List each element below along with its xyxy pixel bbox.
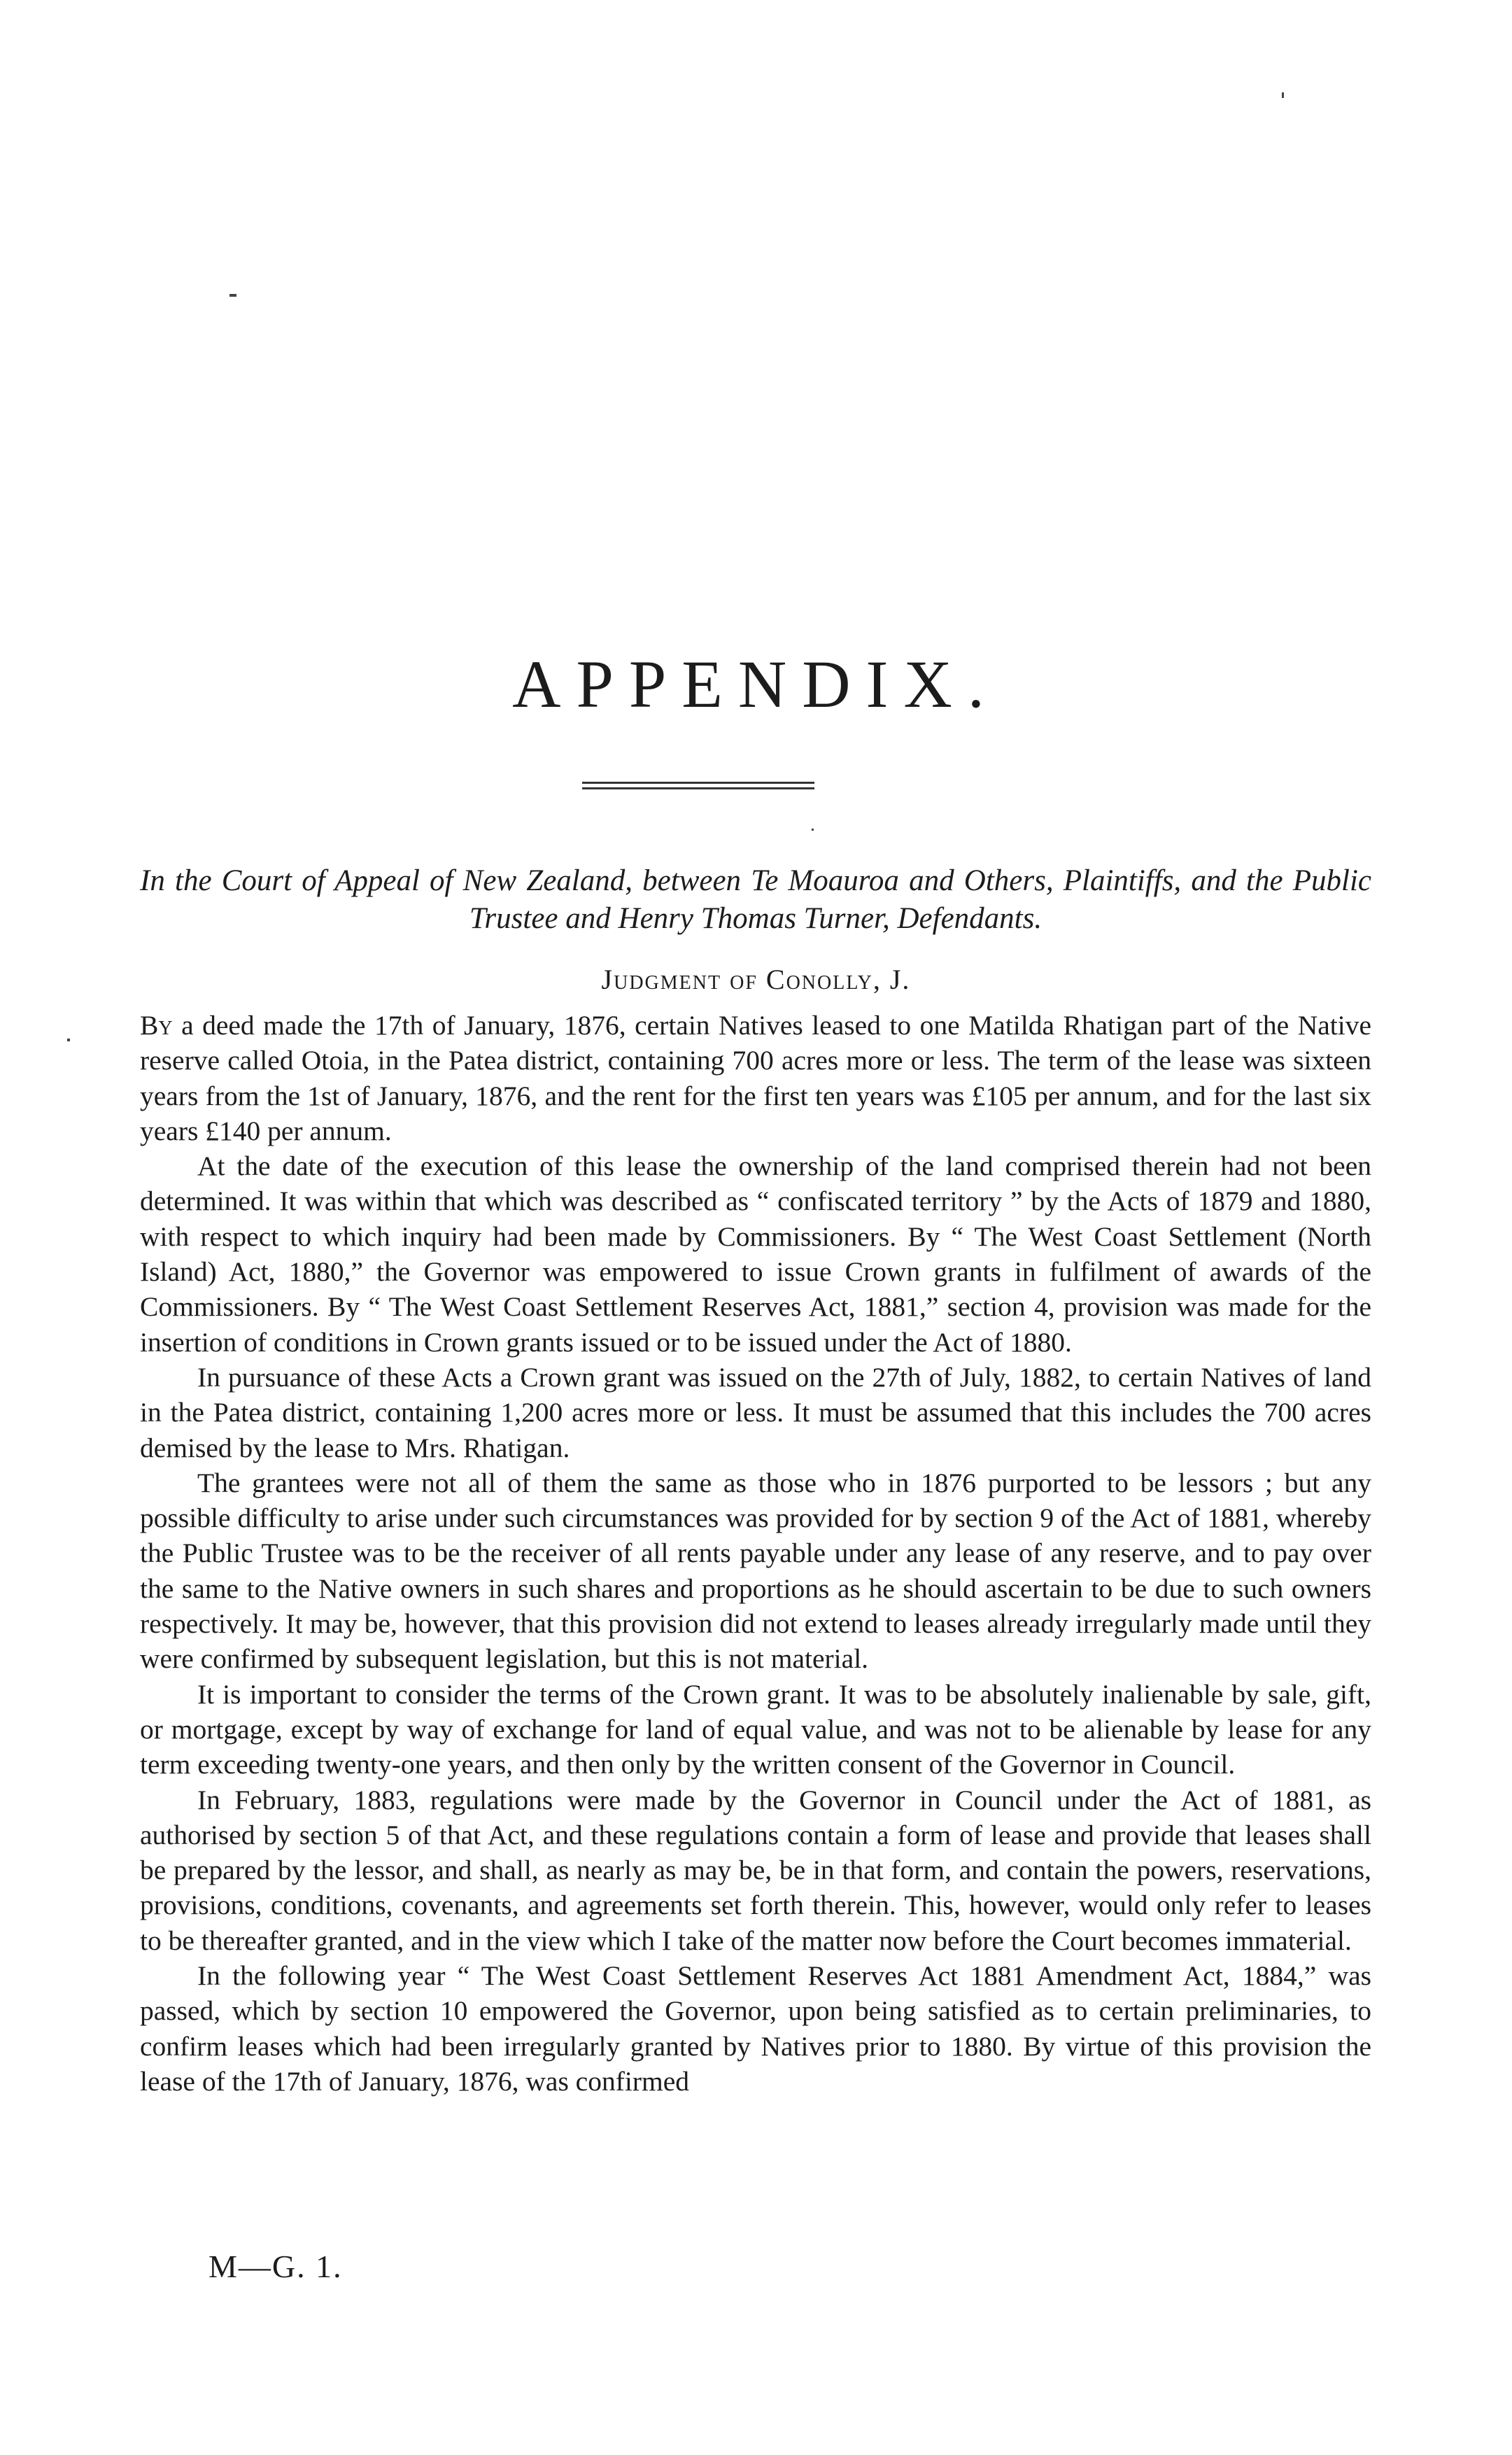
paragraph-1 (140, 1008, 1371, 1148)
appendix-title: APPENDIX. (512, 647, 1000, 722)
paragraph-3: In pursuance of these Acts a Crown grant was issued on the 27th of July, 1882, to certain Natives of land in the Patea district, containing 1,200 acres more or less. It must be assumed that this includes the 700 acres demised by the lease to Mrs. Rhatigan. (140, 1361, 1371, 1463)
judgment-body (140, 1008, 1371, 2099)
page-signature: M—G. 1. (209, 2249, 343, 2284)
case-heading: In the Court of Appeal of New Zealand, between Te Moauroa and Others, Plaintiffs, and the Public Trustee and Henry Thomas Turner, Defendants. (140, 864, 1371, 935)
title-divider (582, 782, 814, 789)
print-speck (229, 294, 236, 297)
paragraph-1-text: a deed made the 17th of January, 1876, certain Natives leased to one Matilda Rhatigan part of the Native reserve called Otoia, in the Patea district, containing 700 acres more or less. The term of the lease was sixteen years from the 1st of January, 1876, and the rent for the first ten years was £105 per annum, and for the last six years £140 per annum. (140, 1010, 1371, 1146)
paragraph-2: At the date of the execution of this lease the ownership of the land comprised therein had not been determined. It was within that which was described as “ confiscated territory ” by the Acts of 1879 and 1880, with respect to which inquiry had been made by Commissioners. By “ The West Coast Settlement (North Island) Act, 1880,” the Governor was empowered to issue Crown grants in fulfilment of awards of the Commissioners. By “ The West Coast Settlement Reserves Act, 1881,” section 4, provision was made for the insertion of conditions in Crown grants issued or to be issued under the Act of 1880. (140, 1151, 1371, 1358)
print-speck (1282, 92, 1284, 98)
print-speck (67, 1039, 70, 1041)
paragraph-6: In February, 1883, regulations were made by the Governor in Council under the Act of 1881, as authorised by section 5 of that Act, and these regulations contain a form of lease and provide that leases shall be prepared by the lessor, and shall, as nearly as may be, be in that form, and contain the powers, reservations, provisions, conditions, covenants, and agreements set forth therein. This, however, would only refer to leases to be thereafter granted, and in the view which I take of the matter now before the Court becomes immaterial. (140, 1784, 1371, 1956)
paragraph-4: The grantees were not all of them the same as those who in 1876 purported to be lessors ; but any possible difficulty to arise under such circumstances was provided for by section 9 of the Act of 1881, whereby the Public Trustee was to be the receiver of all rents payable under any lease of any reserve, and to pay over the same to the Native owners in such shares and proportions as he should ascertain to be due to such owners respectively. It may be, however, that this provision did not extend to leases already irregularly made until they were confirmed by subsequent legislation, but this is not material. (140, 1467, 1371, 1675)
print-speck (812, 829, 814, 831)
paragraph-7: In the following year “ The West Coast Settlement Reserves Act 1881 Amendment Act, 1884,” was passed, which by section 10 empowered the Governor, upon being satisfied as to certain preliminaries, to confirm leases which had been irregularly granted by Natives prior to 1880. By virtue of this provision the lease of the 17th of January, 1876, was confirmed (140, 1960, 1371, 2097)
judgment-heading: Judgment of Conolly, J. (601, 964, 911, 995)
paragraph-1-lead: By (140, 1010, 173, 1041)
paragraph-5: It is important to consider the terms of the Crown grant. It was to be absolutely inalienable by sale, gift, or mortgage, except by way of exchange for land of equal value, and was not to be alienable by lease for any term exceeding twenty-one years, and then only by the written consent of the Governor in Council. (140, 1678, 1371, 1780)
